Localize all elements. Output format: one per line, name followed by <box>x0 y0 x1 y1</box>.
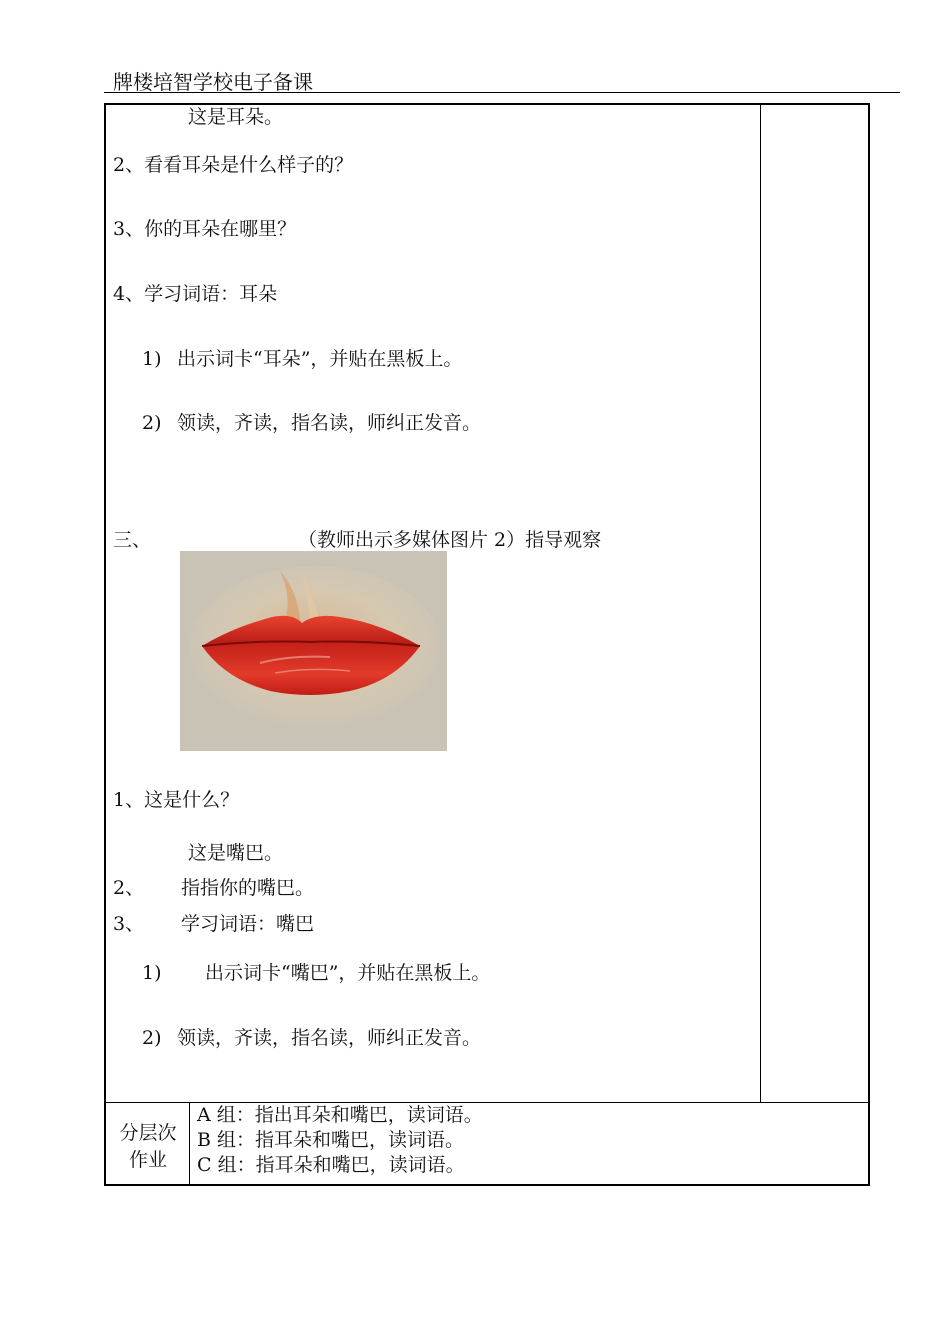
table-notes-column-divider <box>760 103 761 1102</box>
mouth-question-3-number: 3、 <box>113 913 145 935</box>
mouth-step-2-text: 领读，齐读，指名读，师纠正发音。 <box>177 1027 482 1049</box>
homework-group-b: B 组：指耳朵和嘴巴，读词语。 <box>197 1129 465 1151</box>
mouth-question-3-text: 学习词语：嘴巴 <box>181 913 315 935</box>
homework-label-line-2: 作业 <box>128 1149 167 1171</box>
mouth-question-1: 1、这是什么？ <box>113 789 240 811</box>
ear-question-2: 2、看看耳朵是什么样子的？ <box>113 154 354 176</box>
ear-step-2-text: 领读，齐读，指名读，师纠正发音。 <box>177 412 482 434</box>
ear-step-2-number: 2) <box>142 412 162 434</box>
homework-group-c: C 组：指耳朵和嘴巴，读词语。 <box>197 1154 465 1176</box>
mouth-step-1-text: 出示词卡“嘴巴”，并贴在黑板上。 <box>205 962 491 984</box>
homework-label-line-1: 分层次 <box>119 1122 177 1144</box>
mouth-step-2-number: 2) <box>142 1027 162 1049</box>
document-header: 牌楼培智学校电子备课 <box>113 70 313 94</box>
ear-step-1-number: 1) <box>142 348 162 370</box>
table-row-divider <box>104 1102 870 1103</box>
homework-column-divider <box>189 1102 190 1186</box>
section-3-number: 三、 <box>113 529 152 551</box>
mouth-question-2-number: 2、 <box>113 877 145 899</box>
homework-label <box>108 1120 188 1174</box>
ear-question-3: 3、你的耳朵在哪里？ <box>113 218 297 240</box>
mouth-step-1-number: 1) <box>142 962 162 984</box>
lips-picture <box>180 551 447 751</box>
homework-group-a: A 组：指出耳朵和嘴巴，读词语。 <box>197 1104 483 1126</box>
section-3-text: （教师出示多媒体图片 2）指导观察 <box>298 529 602 551</box>
header-rule <box>104 92 900 93</box>
mouth-question-2-text: 指指你的嘴巴。 <box>181 877 315 899</box>
ear-question-4: 4、学习词语：耳朵 <box>113 283 278 305</box>
mouth-answer: 这是嘴巴。 <box>188 842 284 864</box>
ear-answer: 这是耳朵。 <box>188 106 284 128</box>
mouth-image <box>180 551 447 751</box>
ear-step-1-text: 出示词卡“耳朵”，并贴在黑板上。 <box>177 348 463 370</box>
